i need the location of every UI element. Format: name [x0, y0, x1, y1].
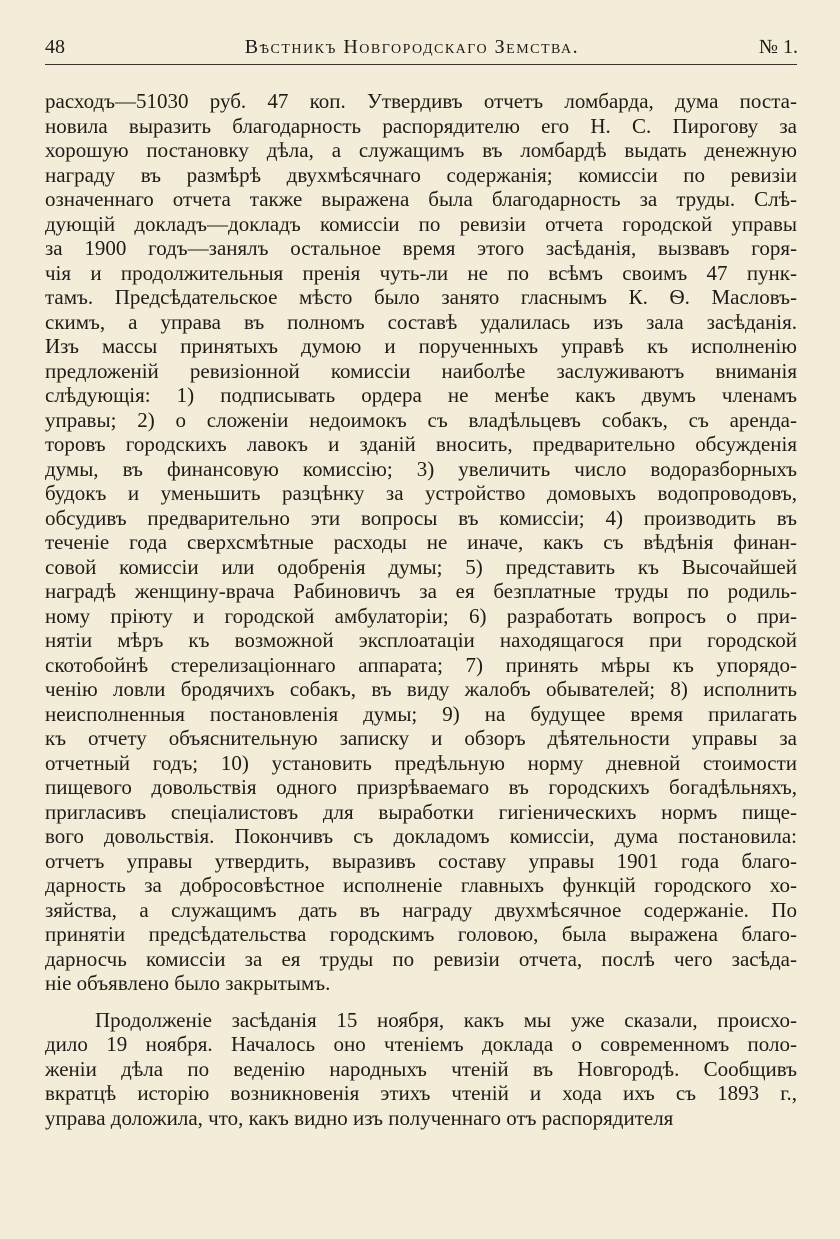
text-line: ніе объявлено было закрытымъ.	[45, 971, 331, 995]
text-line: совой комиссіи или одобренія думы; 5) представить къ Высочайшей	[45, 554, 797, 579]
text-line: дило 19 ноября. Началось оно чтеніемъ доклада о современномъ поло-	[45, 1032, 797, 1056]
text-line: Изъ массы принятыхъ думою и порученныхъ управѣ къ исполненію	[45, 334, 797, 358]
body-text	[45, 89, 797, 1130]
text-line: къ отчету объяснительную записку и обзоръ дѣятельности управы за	[45, 726, 797, 750]
text-line: слѣдующія: 1) подписывать ордера не менѣе какъ двумъ членамъ	[45, 383, 797, 407]
text-line: тамъ. Предсѣдательское мѣсто было занято гласнымъ К. Ѳ. Масловъ-	[45, 285, 797, 309]
text-line: теченіе года сверхсмѣтные расходы не иначе, какъ съ вѣдѣнія финан-	[45, 530, 797, 554]
text-line: хорошую постановку дѣла, а служащимъ въ ломбардѣ выдать денежную	[45, 138, 797, 162]
text-line: дующій докладъ—докладъ комиссіи по ревизіи отчета городской управы	[45, 211, 797, 236]
text-line: пищевого довольствія одного призрѣваемаго въ городскихъ богадѣльняхъ,	[45, 775, 797, 799]
text-line: дарность за добросовѣстное исполненіе главныхъ функцій городского хо-	[45, 873, 797, 897]
text-line: означеннаго отчета также выражена была благодарность за труды. Слѣ-	[45, 187, 797, 211]
text-line: торовъ городскихъ лавокъ и зданій вносить, предварительно обсужденія	[45, 432, 797, 456]
text-line: принятіи предсѣдательства городскимъ головою, была выражена благо-	[45, 922, 797, 946]
text-line: вкратцѣ исторію возникновенія этихъ чтеній и хода ихъ съ 1893 г.,	[45, 1081, 797, 1105]
text-line: награду въ размѣрѣ двухмѣсячнаго содержанія; комиссіи по ревизіи	[45, 162, 797, 187]
text-line: Продолженіе засѣданія 15 ноября, какъ мы уже сказали, происхо-	[95, 1007, 797, 1032]
text-line: неисполненныя постановленія думы; 9) на будущее время прилагать	[45, 701, 797, 726]
text-line: отчетъ управы утвердить, выразивъ составу управы 1901 года благо-	[45, 848, 797, 873]
text-line: новила выразить благодарность распорядителю его Н. С. Пирогову за	[45, 113, 797, 138]
issue-number: № 1.	[758, 36, 798, 58]
text-line: ному пріюту и городской амбулаторіи; 6) разработать вопросъ о при-	[45, 603, 797, 628]
text-line: думы, въ финансовую комиссію; 3) увеличить число водоразборныхъ	[45, 456, 797, 481]
text-line: вого довольствія. Покончивъ съ докладомъ комиссіи, дума постановила:	[45, 824, 797, 848]
text-line: расходъ—51030 руб. 47 коп. Утвердивъ отчетъ ломбарда, дума поста-	[45, 89, 797, 113]
text-line: скимъ, а управа въ полномъ составѣ удалилась изъ зала засѣданія.	[45, 309, 797, 334]
text-line: дарносчь комиссіи за ея труды по ревизіи отчета, послѣ чего засѣда-	[45, 946, 797, 971]
text-line: обсудивъ предварительно эти вопросы въ комиссіи; 4) производить въ	[45, 505, 797, 530]
paragraph-1	[45, 89, 797, 996]
text-line: зяйства, а служащимъ дать въ награду двухмѣсячное содержаніе. По	[45, 897, 797, 922]
text-line: управа доложила, что, какъ видно изъ полученнаго отъ распорядителя	[45, 1105, 674, 1130]
paragraph-2	[45, 1008, 797, 1131]
text-line: скотобойнѣ стерелизаціоннаго аппарата; 7) принять мѣры къ упорядо-	[45, 652, 797, 677]
text-line: отчетный годъ; 10) установить предѣльную норму дневной стоимости	[45, 750, 797, 775]
text-line: женіи дѣла по веденію народныхъ чтеній въ Новгородѣ. Сообщивъ	[45, 1056, 797, 1081]
text-line: чія и продолжительныя пренія чуть-ли не по всѣмъ своимъ 47 пунк-	[45, 260, 797, 285]
text-line: за 1900 годъ—занялъ остальное время этого засѣданія, вызвавъ горя-	[45, 236, 797, 260]
text-line: управы; 2) о сложеніи недоимокъ съ владѣльцевъ собакъ, съ арендa-	[45, 407, 797, 432]
text-line: будокъ и уменьшить разцѣнку за устройство домовыхъ водопроводовъ,	[45, 481, 797, 505]
page-header	[45, 36, 798, 62]
text-line: пригласивъ спеціалистовъ для выработки гигіеническихъ нормъ пище-	[45, 799, 797, 824]
text-line: предложеній ревизіонной комиссіи наиболѣе заслуживаютъ вниманія	[45, 358, 797, 383]
text-line: наградѣ женщину-врача Рабиновичъ за ея безплатные труды по родиль-	[45, 579, 797, 603]
text-line: нятіи мѣръ къ возможной эксплоатаціи находящагося при городской	[45, 628, 797, 652]
journal-title: Вѣстникъ Новгородскаго Земства.	[244, 36, 580, 58]
header-rule	[45, 64, 797, 65]
page-number: 48	[45, 36, 65, 58]
text-line: ченію ловли бродячихъ собакъ, въ виду жалобъ обывателей; 8) исполнить	[45, 677, 797, 701]
